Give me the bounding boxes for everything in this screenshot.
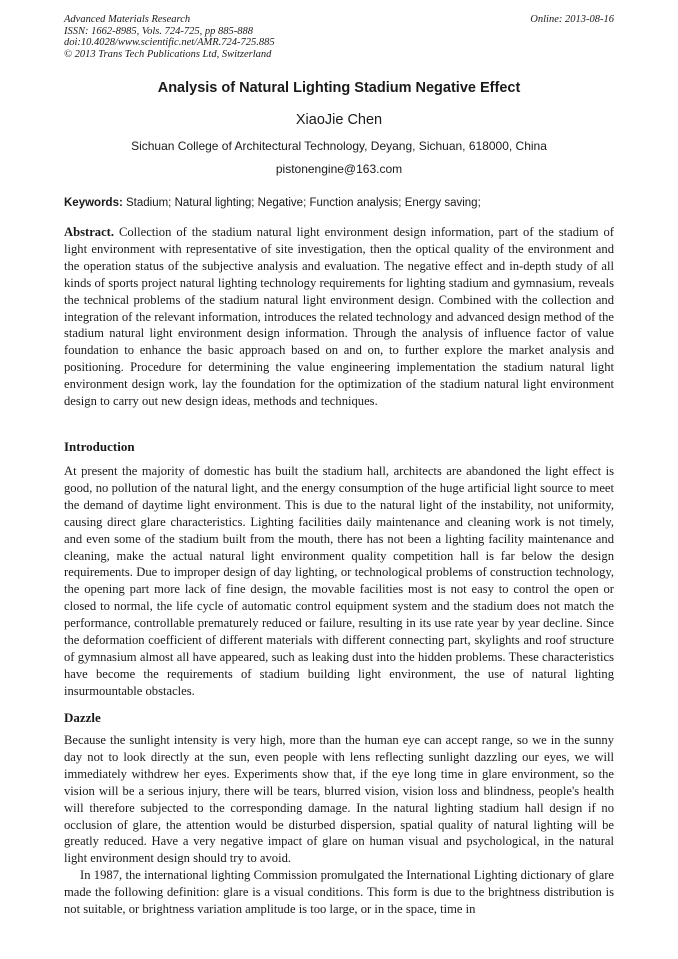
online-date: Online: 2013-08-16 <box>530 14 614 25</box>
journal-name: Advanced Materials Research <box>64 14 191 25</box>
issn-line: ISSN: 1662-8985, Vols. 724-725, pp 885-888 <box>64 25 253 37</box>
dazzle-heading: Dazzle <box>64 710 101 725</box>
keywords-label: Keywords: <box>64 197 123 209</box>
author-name: XiaoJie Chen <box>295 112 383 128</box>
abstract-label: Abstract. <box>64 225 115 239</box>
copyright-line: © 2013 Trans Tech Publications Ltd, Switzerland <box>64 48 272 60</box>
dazzle-paragraph-2: In 1987, the international lighting Commission promulgated the International Lighting dictionary of glare made the following definition: glare is a visual conditions. This form is due to the brightness distribution is not suitable, or brightness variation amplitude is too large, or in the space, time in <box>64 868 614 917</box>
doi-line: doi:10.4028/www.scientific.net/AMR.724-725.885 <box>64 37 275 48</box>
abstract-text: Collection of the stadium natural light environment design information, part of the stadium of light environment with representative of site investigation, then the optical quality of the environment and the operation status of the subjective analysis and evaluation. The negative effect and in-depth study of all kinds of sports project natural lighting technology requirements for lighting stadium and gymnasium, reveals the technical problems of the stadium natural light environment design. Combined with the collection and integration of the relevant information, introduces the related technology and advanced design method of the stadium natural light environment design information. Through the analysis of influence factor of value foundation to enhance the basic approach based on and on, to further explore the market analysis and positioning. Procedure for determining the value engineering implementation the stadium natural light environment design work, lay the foundation for the optimization of the stadium natural light environment design to carry out new design ideas, methods and techniques. <box>64 225 614 409</box>
author-email: pistonengine@163.com <box>275 162 403 176</box>
paper-title: Analysis of Natural Lighting Stadium Negative Effect <box>157 80 521 96</box>
dazzle-section <box>64 732 614 918</box>
keywords-text: Stadium; Natural lighting; Negative; Function analysis; Energy saving; <box>126 197 481 209</box>
abstract <box>64 224 614 410</box>
author-affiliation: Sichuan College of Architectural Technology, Deyang, Sichuan, 618000, China <box>131 139 547 153</box>
keywords <box>64 197 616 209</box>
dazzle-paragraph-1: Because the sunlight intensity is very high, more than the human eye can accept range, so we in the sunny day not to look directly at the sun, even people with lens reflecting sunlight dazzling our eyes, we will immediately withdrew her eyes. Experiments show that, if the eye long time in glare environment, so the vision will be a serious injury, there will be tears, blurred vision, vision loss and blindness, people's health will therefore subjected to the corresponding damage. In the natural lighting stadium hall design if no occlusion of glare, the attention would be disturbed dispersion, spatial quality of natural lighting will be greatly reduced. Have a very negative impact of glare on human visual and psychological, in the natural light environment design should try to avoid. <box>64 733 614 866</box>
introduction-text: At present the majority of domestic has built the stadium hall, architects are abandoned the light effect is good, no pollution of the natural light, and the energy consumption of the huge artificial light source to meet the demand of daytime light environment. This is due to the natural light of the instability, not uniformity, causing direct glare characteristics. Lighting facilities daily maintenance and cleaning work is not timely, and even some of the stadium built from the mouth, there has not been a lighting facility maintenance and cleaning, make the actual natural light environment quality competition hall is far below the design requirements. Due to improper design of day lighting, or technological problems of construction technology, the opening part more lack of fine design, the movable facilities most is not easy to control the open or closed to normal, the life cycle of automatic control equipment system and the stadium does not match the performance, controllable prematurely reduced or failure, resulting in its use rate year by year decline. Since the deformation coefficient of different materials with different connecting part, skylights and roof structure of gymnasium almost all have appeared, such as leaking dust into the hidden problems. These characteristics have become the requirements of stadium building light environment, the use of natural lighting insurmountable obstacles. <box>64 464 614 698</box>
introduction-heading: Introduction <box>64 439 135 454</box>
journal-header <box>64 14 275 60</box>
